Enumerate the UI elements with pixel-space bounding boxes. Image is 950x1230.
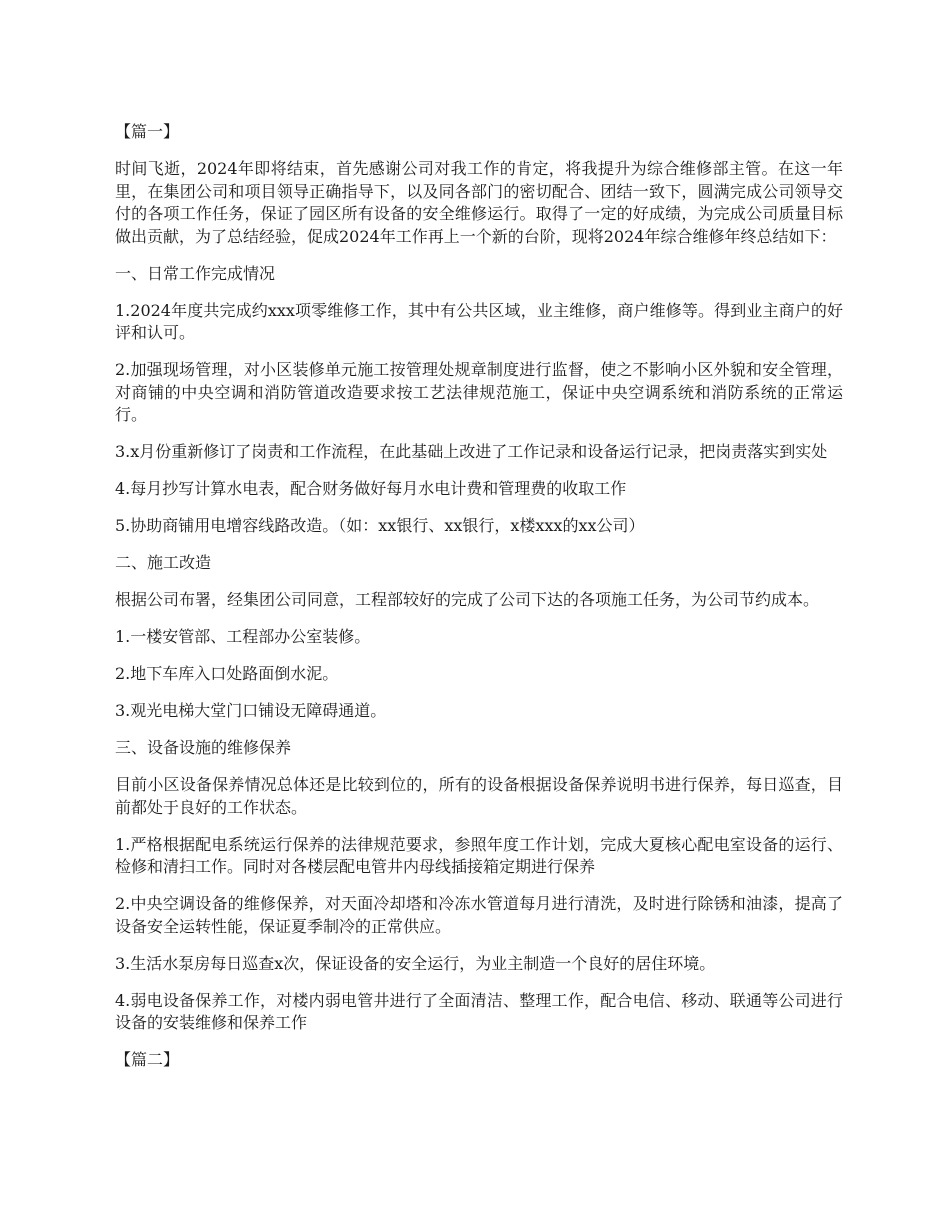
construction-item-3: 3.观光电梯大堂门口铺设无障碍通道。 xyxy=(115,701,387,720)
construction-item-2: 2.地下车库入口处路面倒水泥。 xyxy=(115,664,339,683)
part-one-marker: 【篇一】 xyxy=(115,122,180,141)
intro-paragraph: 时间飞逝，2024年即将结束，首先感谢公司对我工作的肯定，将我提升为综合维修部主管。在这一年里，在集团公司和项目领导正确指导下，以及同各部门的密切配合、团结一致下，圆满完成公司领导交付的各项工作任务，保证了园区所有设备的安全维修运行。取得了一定的好成绩，为完成公司质量目标做出贡献，为了总结经验，促成2024年工作再上一个新的台阶，现将2024年综合维修年终总结如下： xyxy=(115,159,843,246)
document-body xyxy=(115,121,843,1086)
section-heading-construction: 二、施工改造 xyxy=(115,553,212,572)
daily-work-item-3: 3.x月份重新修订了岗责和工作流程，在此基础上改进了工作记录和设备运行记录，把岗责落实到实处 xyxy=(115,442,828,461)
daily-work-item-2: 2.加强现场管理，对小区装修单元施工按管理处规章制度进行监督，使之不影响小区外貌和安全管理，对商铺的中央空调和消防管道改造要求按工艺法律规范施工，保证中央空调系统和消防系统的正常运行。 xyxy=(115,360,843,424)
daily-work-item-4: 4.每月抄写计算水电表，配合财务做好每月水电计费和管理费的收取工作 xyxy=(115,479,627,498)
maintenance-intro: 目前小区设备保养情况总体还是比较到位的，所有的设备根据设备保养说明书进行保养，每日巡查，目前都处于良好的工作状态。 xyxy=(115,775,843,817)
part-two-marker: 【篇二】 xyxy=(115,1050,180,1069)
daily-work-item-5: 5.协助商铺用电增容线路改造。（如：xx银行、xx银行，x楼xxx的xx公司） xyxy=(115,516,645,535)
daily-work-item-1: 1.2024年度共完成约xxx项零维修工作，其中有公共区域，业主维修，商户维修等。得到业主商户的好评和认可。 xyxy=(115,300,843,342)
maintenance-item-2: 2.中央空调设备的维修保养，对天面冷却塔和冷冻水管道每月进行清洗，及时进行除锈和油漆，提高了设备安全运转性能，保证夏季制冷的正常供应。 xyxy=(115,894,843,936)
section-heading-maintenance: 三、设备设施的维修保养 xyxy=(115,738,292,757)
maintenance-item-3: 3.生活水泵房每日巡查x次，保证设备的安全运行，为业主制造一个良好的居住环境。 xyxy=(115,953,716,973)
construction-intro: 根据公司布署，经集团公司同意，工程部较好的完成了公司下达的各项施工任务，为公司节约成本。 xyxy=(115,590,820,609)
maintenance-item-4: 4.弱电设备保养工作，对楼内弱电管井进行了全面清洁、整理工作，配合电信、移动、联通等公司进行设备的安装维修和保养工作 xyxy=(115,990,843,1032)
construction-item-1: 1.一楼安管部、工程部办公室装修。 xyxy=(115,627,371,646)
maintenance-item-1: 1.严格根据配电系统运行保养的法律规范要求，参照年度工作计划，完成大夏核心配电室设备的运行、检修和清扫工作。同时对各楼层配电管井内母线插接箱定期进行保养 xyxy=(115,834,843,876)
section-heading-daily-work: 一、日常工作完成情况 xyxy=(115,263,276,283)
